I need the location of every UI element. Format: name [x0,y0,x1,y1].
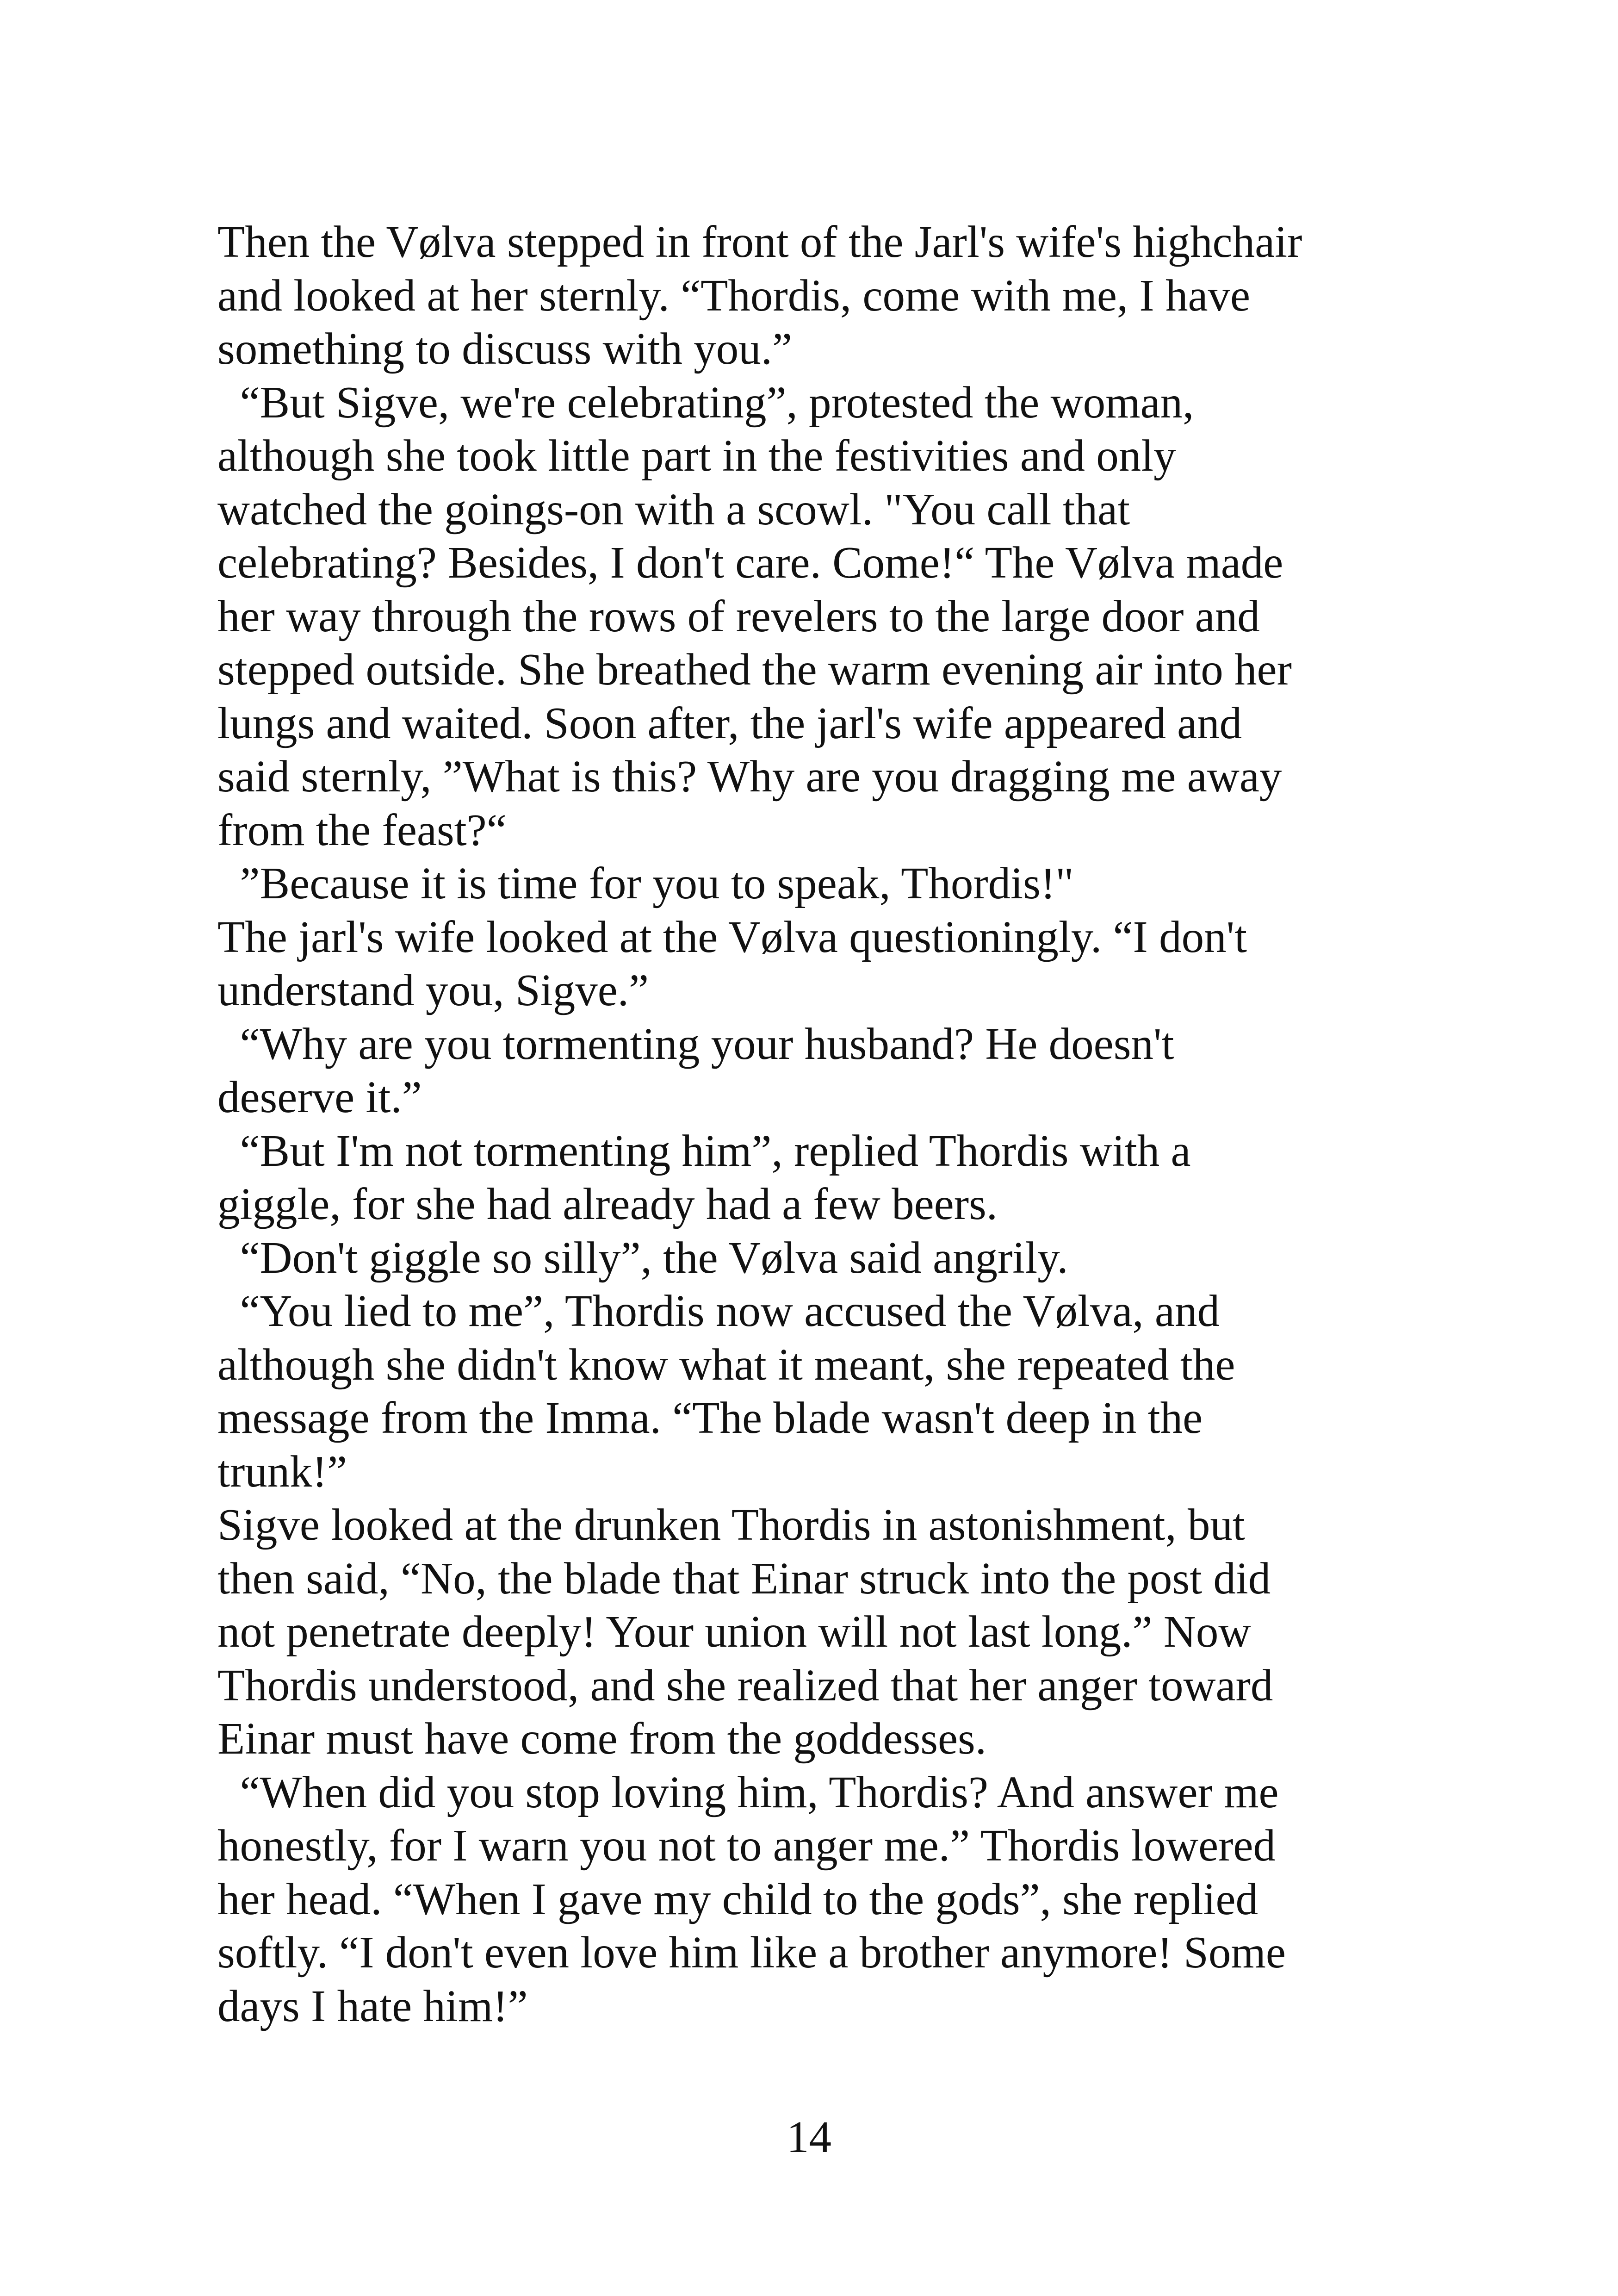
text-line: Then the Vølva stepped in front of the Jarl's wife's highchair [217,217,1302,267]
text-line: “Why are you tormenting your husband? He doesn't [217,1019,1174,1069]
text-line: “But I'm not tormenting him”, replied Thordis with a [217,1126,1191,1176]
text-line: honestly, for I warn you not to anger me.” Thordis lowered [217,1821,1276,1870]
text-line: and looked at her sternly. “Thordis, come with me, I have [217,270,1251,320]
text-line: “Don't giggle so silly”, the Vølva said angrily. [217,1232,1068,1282]
text-line: message from the Imma. “The blade wasn't deep in the [217,1393,1203,1443]
text-line: her way through the rows of revelers to the large door and [217,591,1260,641]
text-line: stepped outside. She breathed the warm evening air into her [217,645,1292,694]
text-line: The jarl's wife looked at the Vølva questioningly. “I don't [217,912,1247,962]
text-line: Sigve looked at the drunken Thordis in astonishment, but [217,1500,1245,1549]
text-line: “You lied to me”, Thordis now accused the Vølva, and [217,1286,1220,1336]
text-line: although she didn't know what it meant, she repeated the [217,1339,1235,1389]
text-line: then said, “No, the blade that Einar struck into the post did [217,1553,1271,1603]
text-line: not penetrate deeply! Your union will not last long.” Now [217,1607,1251,1656]
text-line: trunk!” [217,1446,347,1496]
text-line: Einar must have come from the goddesses. [217,1714,987,1763]
text-line: although she took little part in the festivities and only [217,431,1176,480]
text-line: understand you, Sigve.” [217,965,649,1015]
text-line: watched the goings-on with a scowl. "You call that [217,484,1130,534]
text-line: deserve it.” [217,1072,422,1122]
text-line: days I hate him!” [217,1981,528,2031]
text-line: Thordis understood, and she realized that her anger toward [217,1660,1273,1710]
text-line: lungs and waited. Soon after, the jarl's wife appeared and [217,698,1242,748]
text-line: giggle, for she had already had a few beers. [217,1179,998,1229]
text-line: “When did you stop loving him, Thordis? And answer me [217,1767,1279,1817]
text-line: said sternly, ”What is this? Why are you dragging me away [217,752,1282,801]
page-number: 14 [787,2112,831,2162]
text-line: something to discuss with you.” [217,324,793,373]
text-line: “But Sigve, we're celebrating”, protested the woman, [217,377,1194,427]
text-line: celebrating? Besides, I don't care. Come!“ The Vølva made [217,538,1283,587]
text-line: softly. “I don't even love him like a brother anymore! Some [217,1928,1286,1977]
body-text [217,215,1420,2033]
text-line: her head. “When I gave my child to the gods”, she replied [217,1874,1258,1924]
text-line: from the feast?“ [217,805,507,855]
text-line: ”Because it is time for you to speak, Thordis!" [217,859,1074,908]
